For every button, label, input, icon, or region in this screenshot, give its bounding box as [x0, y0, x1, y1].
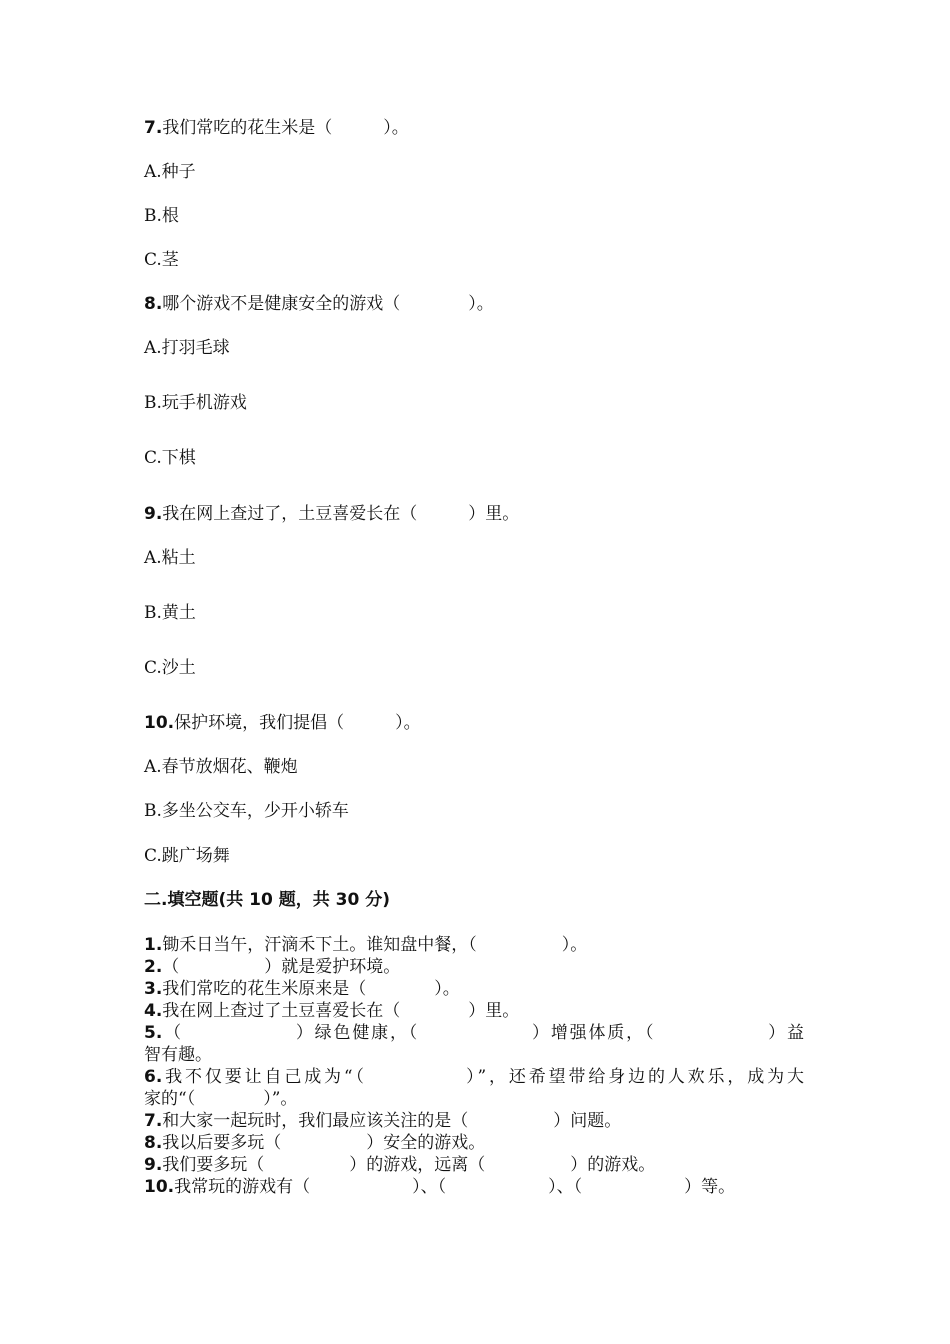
option-b: B.玩手机游戏	[144, 393, 247, 413]
option-a: A.春节放烟花、鞭炮	[144, 757, 298, 777]
question-text: 我在网上查过了，土豆喜爱长在（ ）里。	[162, 504, 520, 524]
question-9	[144, 503, 519, 525]
fill-question-1	[144, 934, 804, 956]
question-number: 9.	[144, 504, 163, 524]
fill-question-6-continued: 家的“（ ）”。	[144, 1089, 298, 1109]
question-number: 10.	[144, 713, 175, 733]
question-number: 8.	[144, 294, 163, 314]
question-number: 3.	[144, 979, 163, 999]
question-text: 我们常吃的花生米原来是（ ）。	[162, 979, 460, 999]
question-text: 锄禾日当午，汗滴禾下土。谁知盘中餐，（ ）。	[162, 935, 588, 955]
fill-question-8	[144, 1132, 804, 1154]
question-number: 10.	[144, 1177, 175, 1197]
fill-question-4	[144, 1000, 804, 1022]
question-number: 1.	[144, 935, 163, 955]
option-c: C.跳广场舞	[144, 846, 230, 866]
question-text: （ ）就是爱护环境。	[162, 957, 401, 977]
option-a: A.打羽毛球	[144, 338, 230, 358]
option-a: A.种子	[144, 162, 196, 182]
question-10	[144, 712, 421, 734]
question-text: 和大家一起玩时，我们最应该关注的是（ ）问题。	[162, 1111, 622, 1131]
question-text: 保护环境，我们提倡（ ）。	[174, 713, 421, 733]
question-text: 我们常吃的花生米是（ ）。	[162, 118, 409, 138]
option-b: B.多坐公交车，少开小轿车	[144, 801, 349, 821]
option-c: C.沙土	[144, 658, 196, 678]
question-number: 2.	[144, 957, 163, 977]
question-text: 我常玩的游戏有（ ）、（ ）、（ ）等。	[174, 1177, 736, 1197]
option-c: C.下棋	[144, 448, 196, 468]
fill-question-6	[144, 1066, 804, 1088]
option-b: B.黄土	[144, 603, 196, 623]
section-heading: 二.填空题(共 10 题，共 30 分)	[144, 890, 390, 910]
question-number: 6.	[144, 1067, 163, 1087]
fill-question-10	[144, 1176, 804, 1198]
fill-question-5-continued: 智有趣。	[144, 1045, 212, 1065]
question-number: 9.	[144, 1155, 163, 1175]
question-number: 7.	[144, 118, 163, 138]
question-number: 7.	[144, 1111, 163, 1131]
fill-question-2	[144, 956, 804, 978]
question-text: 哪个游戏不是健康安全的游戏（ ）。	[162, 294, 494, 314]
question-text: 我不仅要让自己成为“（ ）”，还希望带给身边的人欢乐，成为大	[162, 1067, 804, 1087]
fill-question-3	[144, 978, 804, 1000]
fill-question-9	[144, 1154, 804, 1176]
question-text: 我在网上查过了土豆喜爱长在（ ）里。	[162, 1001, 520, 1021]
question-text: （ ）绿色健康，（ ）增强体质，（ ）益	[162, 1023, 804, 1043]
question-text: 我们要多玩（ ）的游戏，远离（ ）的游戏。	[162, 1155, 656, 1175]
question-number: 4.	[144, 1001, 163, 1021]
question-8	[144, 293, 494, 315]
question-number: 8.	[144, 1133, 163, 1153]
fill-question-7	[144, 1110, 804, 1132]
question-text: 我以后要多玩（ ）安全的游戏。	[162, 1133, 486, 1153]
fill-question-5	[144, 1022, 804, 1044]
question-7	[144, 117, 409, 139]
option-a: A.粘土	[144, 548, 196, 568]
option-b: B.根	[144, 206, 179, 226]
option-c: C.茎	[144, 250, 179, 270]
question-number: 5.	[144, 1023, 163, 1043]
